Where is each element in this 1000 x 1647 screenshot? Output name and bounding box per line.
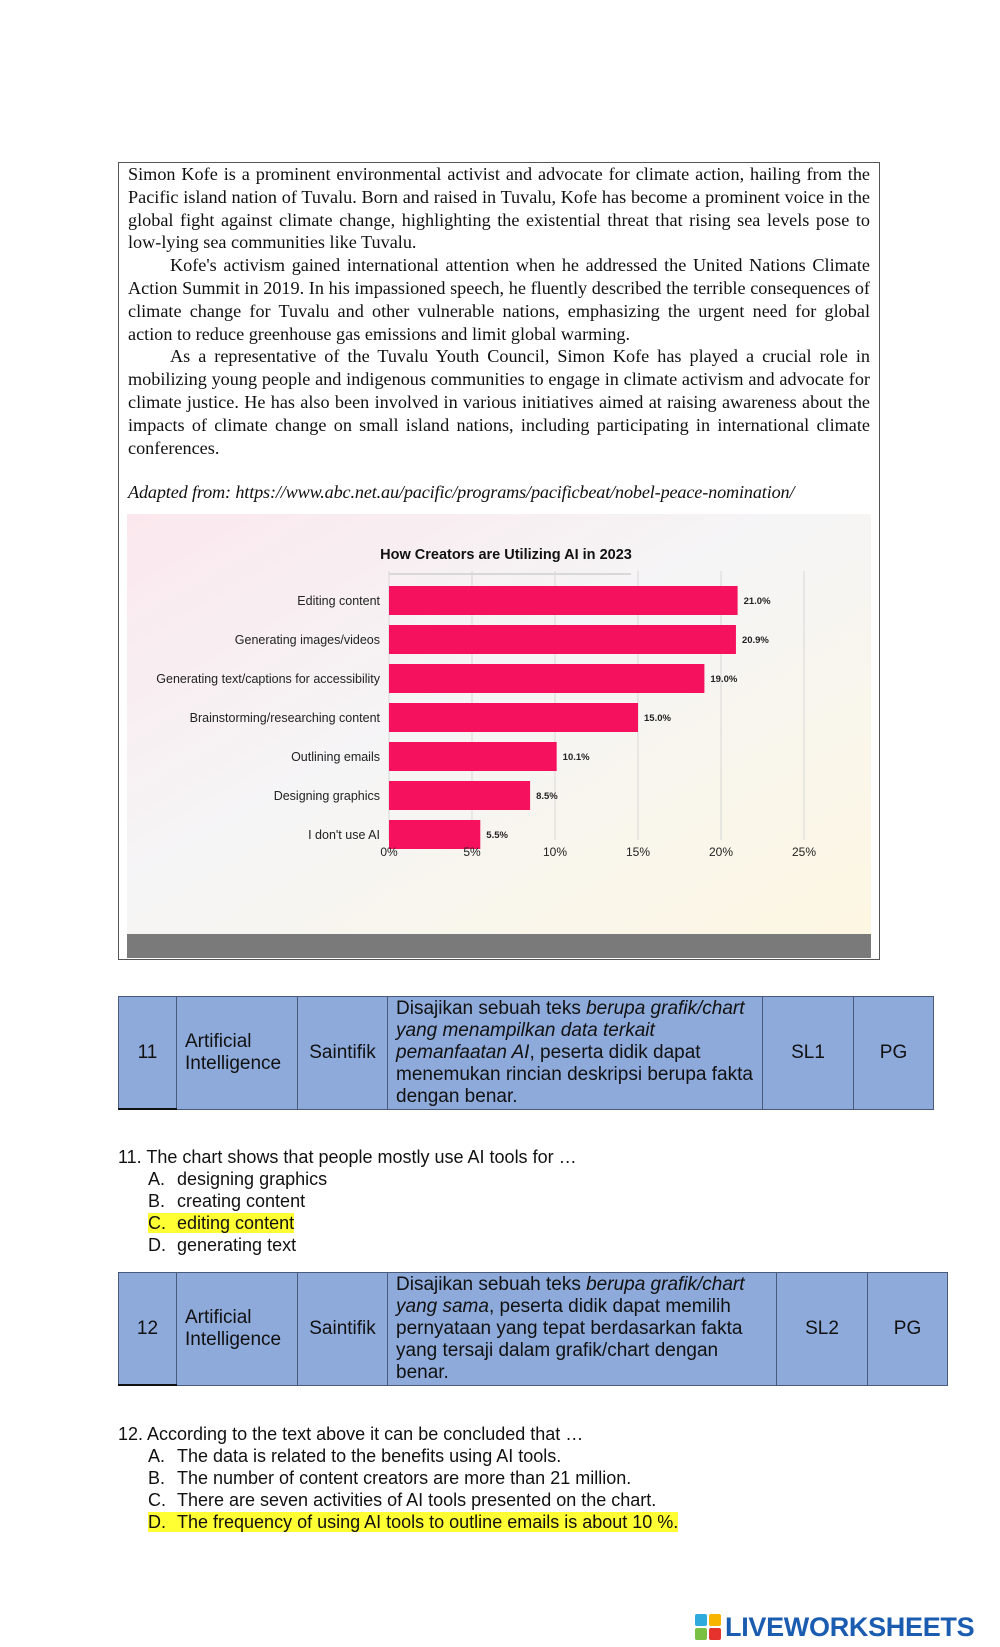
chart-title: How Creators are Utilizing AI in 2023 xyxy=(380,547,632,563)
desc-text: Disajikan sebuah teks xyxy=(396,997,587,1019)
question-12 xyxy=(118,1423,678,1533)
option-d[interactable] xyxy=(148,1234,577,1256)
bar xyxy=(389,781,530,810)
option-text: editing content xyxy=(177,1213,295,1233)
passage-paragraph-2: Kofe's activism gained international attention when he addressed the United Nations Climate Action Summit in 2019. In his impassioned speech, he fluently described the terrible consequences of climate change for Tuvalu and other vulnerable nations, emphasizing the urgent need for global action to reduce greenhouse gas emissions and limit global warming. xyxy=(128,255,870,344)
option-letter: A. xyxy=(148,1446,166,1466)
option-letter: B. xyxy=(148,1468,166,1488)
category-label: Outlining emails xyxy=(291,750,380,764)
bar xyxy=(389,703,638,732)
desc-text: , peserta didik dapat menemukan rincian deskripsi berupa fakta dengan benar. xyxy=(396,1041,753,1107)
option-letter: D. xyxy=(148,1235,166,1255)
passage-paragraph-1: Simon Kofe is a prominent environmental activist and advocate for climate action, hailing from the Pacific island nation of Tuvalu. Born and raised in Tuvalu, Kofe has become a prominent voice in the global fight against climate change, highlighting the existential threat that rising sea levels pose to low-lying sea communities like Tuvalu. xyxy=(128,164,870,253)
category-label: Generating images/videos xyxy=(234,633,380,647)
option-text: creating content xyxy=(177,1191,306,1211)
option-text: The frequency of using AI tools to outline emails is about 10 %. xyxy=(177,1512,679,1532)
rubric-level: SL2 xyxy=(777,1273,868,1386)
value-label: 5.5% xyxy=(486,830,508,841)
value-label: 10.1% xyxy=(562,752,590,763)
x-tick-label: 15% xyxy=(625,845,651,859)
category-label: Brainstorming/researching content xyxy=(189,711,380,725)
passage-paragraph-3: As a representative of the Tuvalu Youth Council, Simon Kofe has played a crucial role in mobilizing young people and indigenous communities to engage in climate activism and advocate for climate justice. He has also been involved in various initiatives aimed at raising awareness about the impacts of climate change on small island nations, including participating in international climate conferences. xyxy=(128,346,870,458)
desc-italic: berupa grafik/chart yang menampilkan data terkait pemanfaatan AI xyxy=(396,997,745,1063)
value-label: 8.5% xyxy=(536,791,558,802)
x-tick-label: 20% xyxy=(708,845,734,859)
category-label: Designing graphics xyxy=(273,789,380,803)
rubric-level: SL1 xyxy=(763,997,854,1110)
desc-text: Disajikan sebuah teks xyxy=(396,1273,587,1295)
option-text: designing graphics xyxy=(177,1169,328,1189)
chart-frame xyxy=(118,512,880,960)
rubric-topic: Artificial Intelligence xyxy=(177,1273,298,1386)
option-a[interactable] xyxy=(148,1168,577,1190)
rubric-row-11 xyxy=(118,996,934,1110)
x-tick-label: 10% xyxy=(542,845,568,859)
option-letter: A. xyxy=(148,1169,166,1189)
rubric-number: 12 xyxy=(119,1273,177,1386)
rubric-form: PG xyxy=(868,1273,948,1386)
option-letter: B. xyxy=(148,1191,166,1211)
option-a[interactable] xyxy=(148,1445,678,1467)
option-c[interactable] xyxy=(148,1489,678,1511)
bar xyxy=(389,742,557,771)
value-label: 21.0% xyxy=(743,596,771,607)
liveworksheets-logo xyxy=(695,1610,974,1644)
desc-italic: berupa grafik/chart yang sama xyxy=(396,1273,745,1317)
category-label: Generating text/captions for accessibility xyxy=(156,672,380,686)
category-label: Editing content xyxy=(297,594,380,608)
option-c[interactable] xyxy=(148,1212,577,1234)
bar xyxy=(389,625,736,654)
option-letter: C. xyxy=(148,1213,166,1233)
rubric-approach: Saintifik xyxy=(298,1273,388,1386)
rubric-row-12 xyxy=(118,1272,948,1386)
option-b[interactable] xyxy=(148,1467,678,1489)
value-label: 15.0% xyxy=(644,713,671,724)
x-tick-label: 0% xyxy=(380,845,398,859)
rubric-description xyxy=(388,1273,777,1386)
option-b[interactable] xyxy=(148,1190,577,1212)
reading-passage xyxy=(118,162,880,513)
x-tick-label: 5% xyxy=(463,845,481,859)
rubric-description xyxy=(388,997,763,1110)
rubric-number: 11 xyxy=(119,997,177,1110)
option-text: There are seven activities of AI tools presented on the chart. xyxy=(177,1490,657,1510)
bar xyxy=(389,664,704,693)
desc-text: , peserta didik dapat memilih pernyataan yang tepat berdasarkan fakta yang tersaji dalam grafik/chart dengan benar. xyxy=(396,1295,743,1383)
category-label: I don't use AI xyxy=(308,828,380,842)
passage-source: Adapted from: https://www.abc.net.au/pacific/programs/pacificbeat/nobel-peace-nomination/ xyxy=(128,482,795,503)
logo-blocks-icon xyxy=(695,1614,721,1640)
question-stem: 12. According to the text above it can be concluded that … xyxy=(118,1424,584,1444)
option-letter: C. xyxy=(148,1490,166,1510)
question-stem: 11. The chart shows that people mostly use AI tools for … xyxy=(118,1147,577,1167)
option-d[interactable] xyxy=(148,1511,678,1533)
rubric-form: PG xyxy=(854,997,934,1110)
option-text: generating text xyxy=(177,1235,297,1255)
x-tick-label: 25% xyxy=(791,845,817,859)
value-label: 20.9% xyxy=(741,635,769,646)
chart-footer-bar xyxy=(127,934,871,958)
rubric-topic: Artificial Intelligence xyxy=(177,997,298,1110)
rubric-approach: Saintifik xyxy=(298,997,388,1110)
bar xyxy=(389,586,738,615)
option-letter: D. xyxy=(148,1512,166,1532)
value-label: 19.0% xyxy=(710,674,738,685)
logo-text: LIVEWORKSHEETS xyxy=(725,1611,975,1642)
question-11 xyxy=(118,1146,577,1256)
bar-chart xyxy=(127,514,871,934)
option-text: The number of content creators are more than 21 million. xyxy=(177,1468,632,1488)
option-text: The data is related to the benefits using AI tools. xyxy=(177,1446,562,1466)
